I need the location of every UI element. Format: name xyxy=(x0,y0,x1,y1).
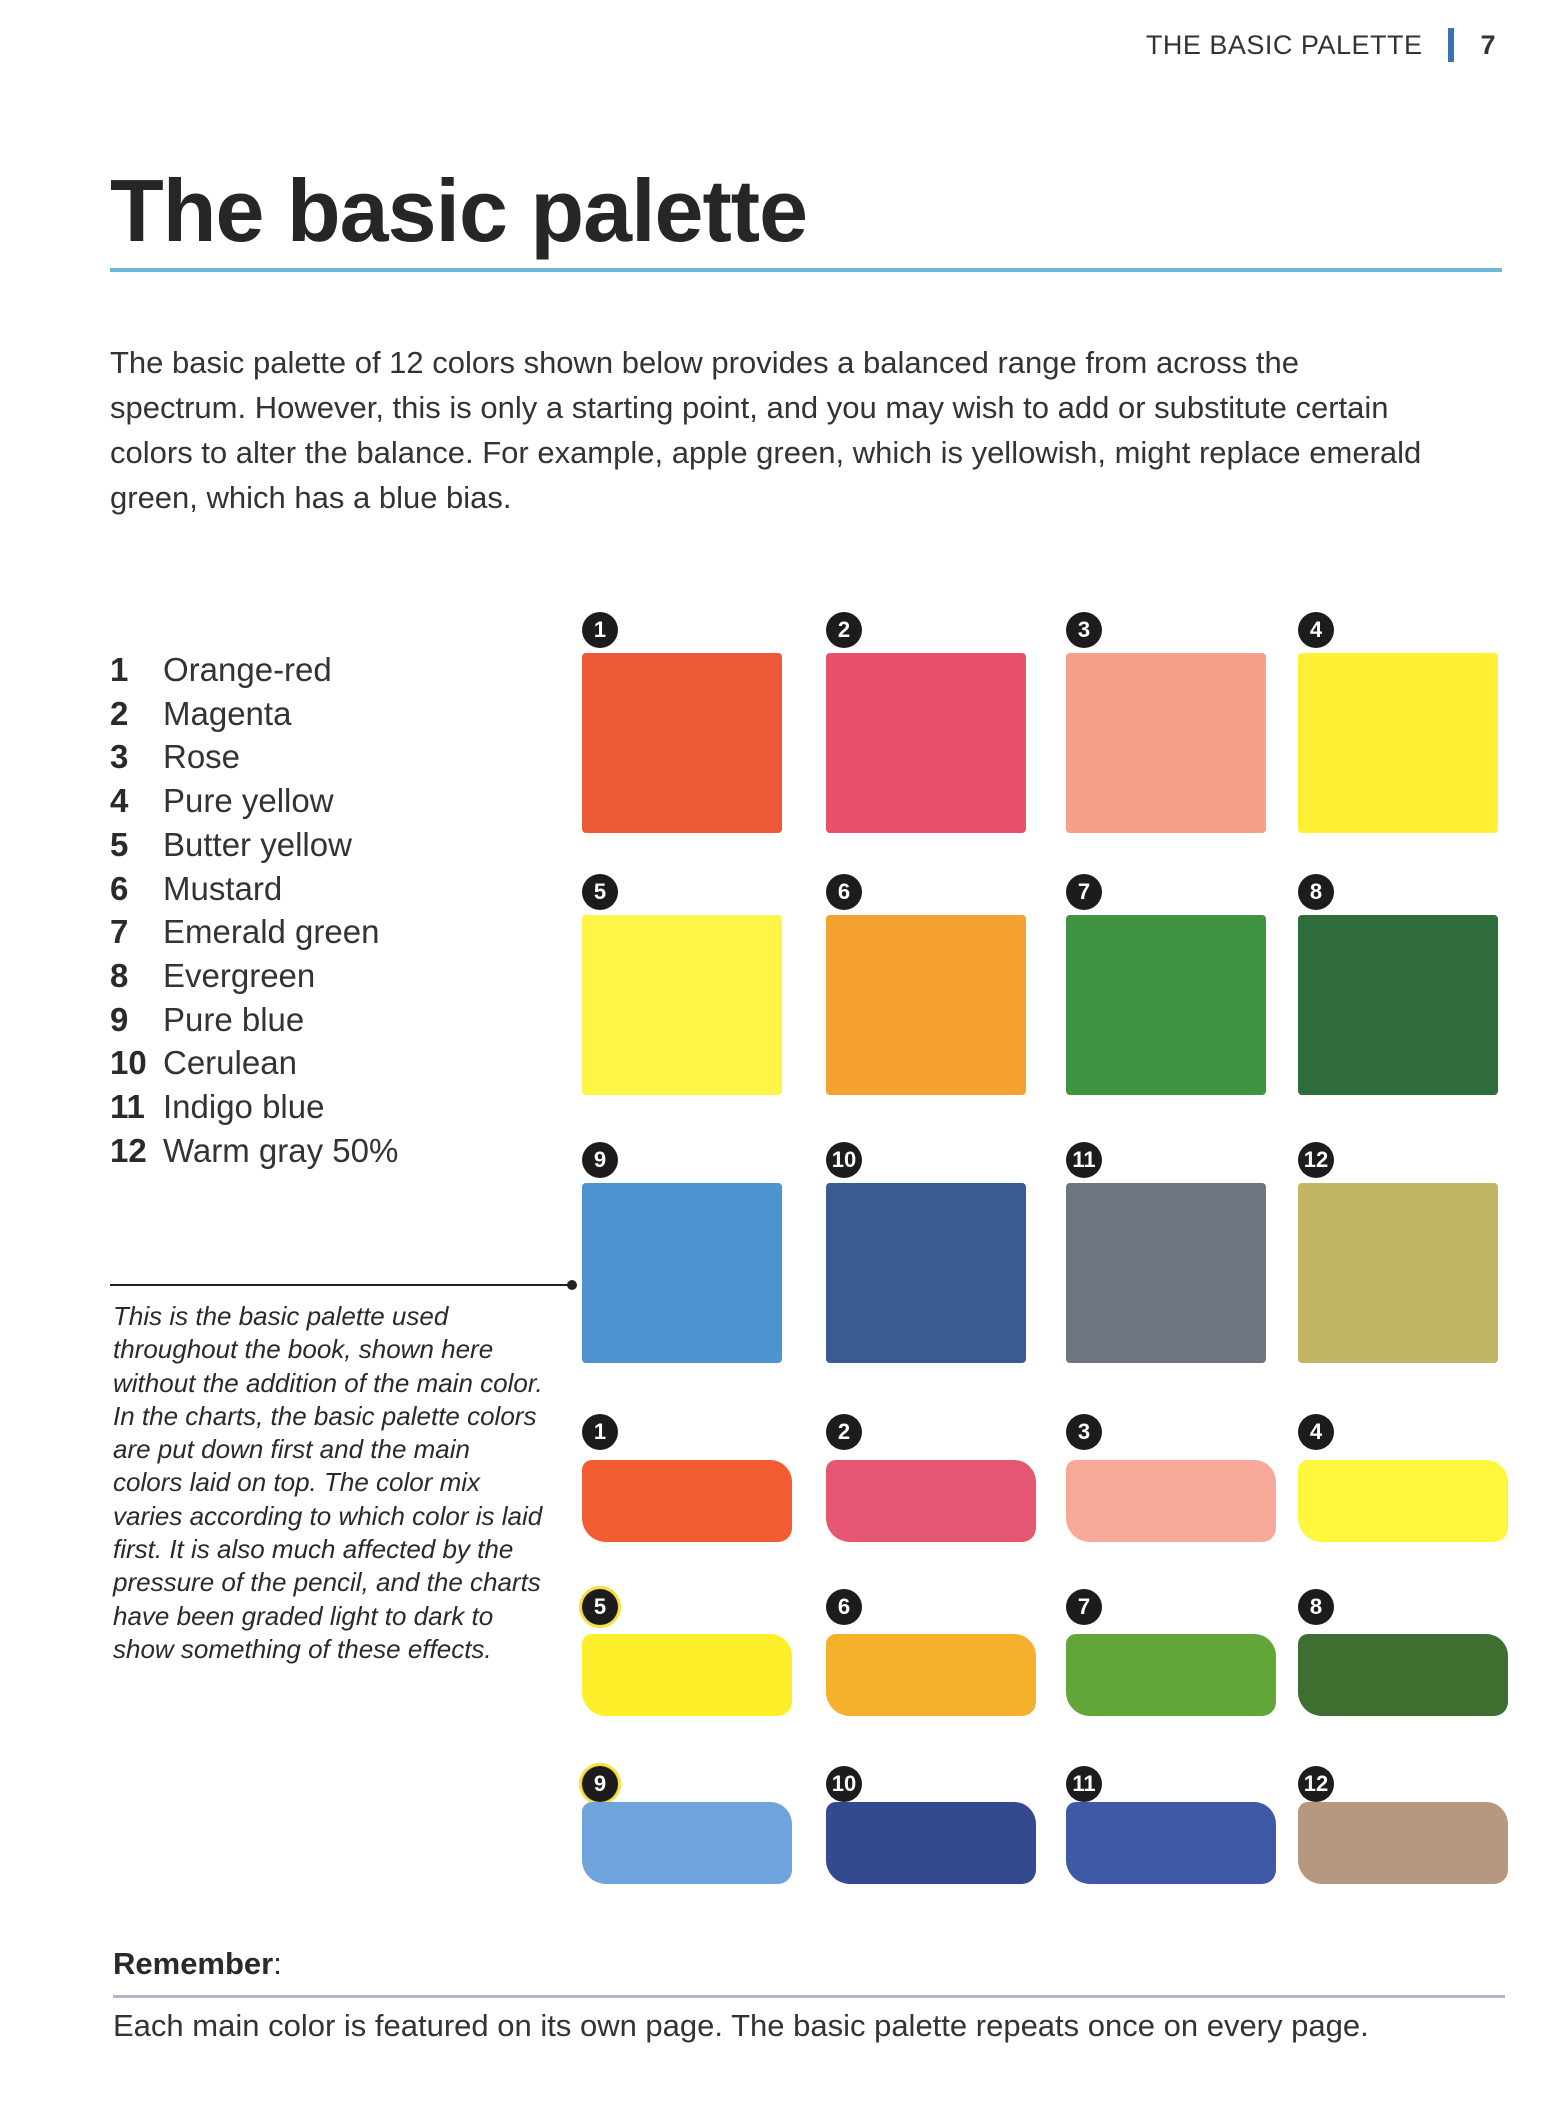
legend-number: 5 xyxy=(110,825,129,863)
swatch-number-badge: 8 xyxy=(1298,874,1334,910)
remember-colon: : xyxy=(273,1946,282,1981)
swatch-number-badge: 11 xyxy=(1066,1142,1102,1178)
swatch-number-badge: 11 xyxy=(1066,1766,1102,1802)
wash-swatch xyxy=(1066,1634,1276,1716)
legend-number: 7 xyxy=(110,913,129,951)
section-title: THE BASIC PALETTE xyxy=(1145,29,1423,60)
pencil-swatch xyxy=(1298,1183,1498,1363)
legend-number: 3 xyxy=(110,738,129,776)
header-divider xyxy=(1448,28,1454,62)
wash-swatch xyxy=(582,1634,792,1716)
pencil-swatch xyxy=(1298,915,1498,1095)
wash-swatch xyxy=(826,1802,1036,1884)
legend-number: 4 xyxy=(110,782,129,820)
legend-item xyxy=(110,779,398,823)
swatch-number-badge: 4 xyxy=(1298,612,1334,648)
legend-number: 11 xyxy=(110,1088,145,1126)
legend-item xyxy=(110,998,398,1042)
intro-paragraph: The basic palette of 12 colors shown below provides a balanced range from across the spectrum. However, this is only a starting point, and you may wish to add or substitute certain colors to alter the balance. For example, apple green, which is yellowish, might replace emerald green, which has a blue bias. xyxy=(110,345,1422,515)
swatch-number-badge: 8 xyxy=(1298,1589,1334,1625)
legend-color-name: Warm gray 50% xyxy=(163,1131,399,1169)
pencil-swatch xyxy=(1066,915,1266,1095)
bottom-rule xyxy=(113,1995,1505,1998)
swatch-number-badge: 9 xyxy=(582,1766,618,1802)
legend-color-name: Cerulean xyxy=(163,1044,297,1082)
wash-swatch xyxy=(1298,1802,1508,1884)
legend-item xyxy=(110,648,398,692)
swatch-number-badge: 5 xyxy=(582,1589,618,1625)
swatch-number-badge: 10 xyxy=(826,1142,862,1178)
pencil-swatch xyxy=(1066,653,1266,833)
caption-text: This is the basic palette used throughout the book, shown here without the addition of the main color. In the charts, the basic palette colors are put down first and the main colors laid on top. The color mix varies according to which color is laid first. It is also much affected by the pressure of the pencil, and the charts have been graded light to dark to show something of these effects. xyxy=(113,1301,543,1664)
palette-legend xyxy=(110,648,398,1172)
running-header xyxy=(1146,28,1496,62)
pencil-swatch xyxy=(1298,653,1498,833)
wash-swatch xyxy=(1066,1460,1276,1542)
pencil-swatch xyxy=(826,915,1026,1095)
wash-swatch xyxy=(826,1634,1036,1716)
pencil-swatch xyxy=(826,1183,1026,1363)
swatch-number-badge: 6 xyxy=(826,1589,862,1625)
wash-swatch xyxy=(1298,1634,1508,1716)
wash-swatch xyxy=(1066,1802,1276,1884)
legend-number: 6 xyxy=(110,869,129,907)
swatch-number-badge: 7 xyxy=(1066,1589,1102,1625)
wash-swatch xyxy=(826,1460,1036,1542)
swatch-number-badge: 1 xyxy=(582,612,618,648)
wash-swatch xyxy=(582,1802,792,1884)
remember-text: Each main color is featured on its own page. The basic palette repeats once on every page. xyxy=(113,2008,1369,2043)
page-title: The basic palette xyxy=(110,161,808,260)
pencil-swatch xyxy=(1066,1183,1266,1363)
legend-item xyxy=(110,1041,398,1085)
swatch-number-badge: 2 xyxy=(826,1414,862,1450)
legend-item xyxy=(110,1085,398,1129)
legend-item xyxy=(110,1129,398,1173)
legend-color-name: Butter yellow xyxy=(163,825,352,863)
swatch-number-badge: 12 xyxy=(1298,1766,1334,1802)
swatch-number-badge: 5 xyxy=(582,874,618,910)
caption-leader-dot xyxy=(567,1280,577,1290)
swatch-number-badge: 6 xyxy=(826,874,862,910)
legend-color-name: Emerald green xyxy=(163,913,380,951)
legend-color-name: Mustard xyxy=(163,869,283,907)
legend-color-name: Rose xyxy=(163,738,241,776)
legend-item xyxy=(110,867,398,911)
legend-color-name: Orange-red xyxy=(163,651,332,688)
title-rule xyxy=(110,268,1502,272)
wash-swatch xyxy=(582,1460,792,1542)
swatch-number-badge: 10 xyxy=(826,1766,862,1802)
legend-color-name: Evergreen xyxy=(163,956,316,994)
wash-swatch xyxy=(1298,1460,1508,1542)
pencil-swatch xyxy=(582,915,782,1095)
legend-number: 12 xyxy=(110,1131,147,1169)
page-number: 7 xyxy=(1480,29,1496,60)
legend-item xyxy=(110,954,398,998)
legend-color-name: Pure blue xyxy=(163,1000,305,1038)
remember-label: Remember xyxy=(113,1946,274,1981)
swatch-number-badge: 3 xyxy=(1066,612,1102,648)
swatch-number-badge: 1 xyxy=(582,1414,618,1450)
legend-item xyxy=(110,910,398,954)
pencil-swatch xyxy=(582,653,782,833)
legend-number: 1 xyxy=(110,651,129,688)
legend-color-name: Pure yellow xyxy=(163,782,334,820)
remember-heading xyxy=(113,1946,282,1982)
legend-number: 8 xyxy=(110,956,129,994)
legend-item xyxy=(110,823,398,867)
legend-item xyxy=(110,692,398,736)
swatch-number-badge: 12 xyxy=(1298,1142,1334,1178)
swatch-number-badge: 2 xyxy=(826,612,862,648)
swatch-number-badge: 9 xyxy=(582,1142,618,1178)
legend-color-name: Indigo blue xyxy=(163,1088,325,1126)
caption-leader-line xyxy=(110,1284,572,1286)
pencil-swatch xyxy=(582,1183,782,1363)
legend-color-name: Magenta xyxy=(163,694,292,732)
swatch-number-badge: 3 xyxy=(1066,1414,1102,1450)
legend-number: 10 xyxy=(110,1044,147,1082)
pencil-swatch xyxy=(826,653,1026,833)
legend-number: 9 xyxy=(110,1000,129,1038)
swatch-number-badge: 4 xyxy=(1298,1414,1334,1450)
swatch-number-badge: 7 xyxy=(1066,874,1102,910)
legend-number: 2 xyxy=(110,694,129,732)
legend-item xyxy=(110,735,398,779)
